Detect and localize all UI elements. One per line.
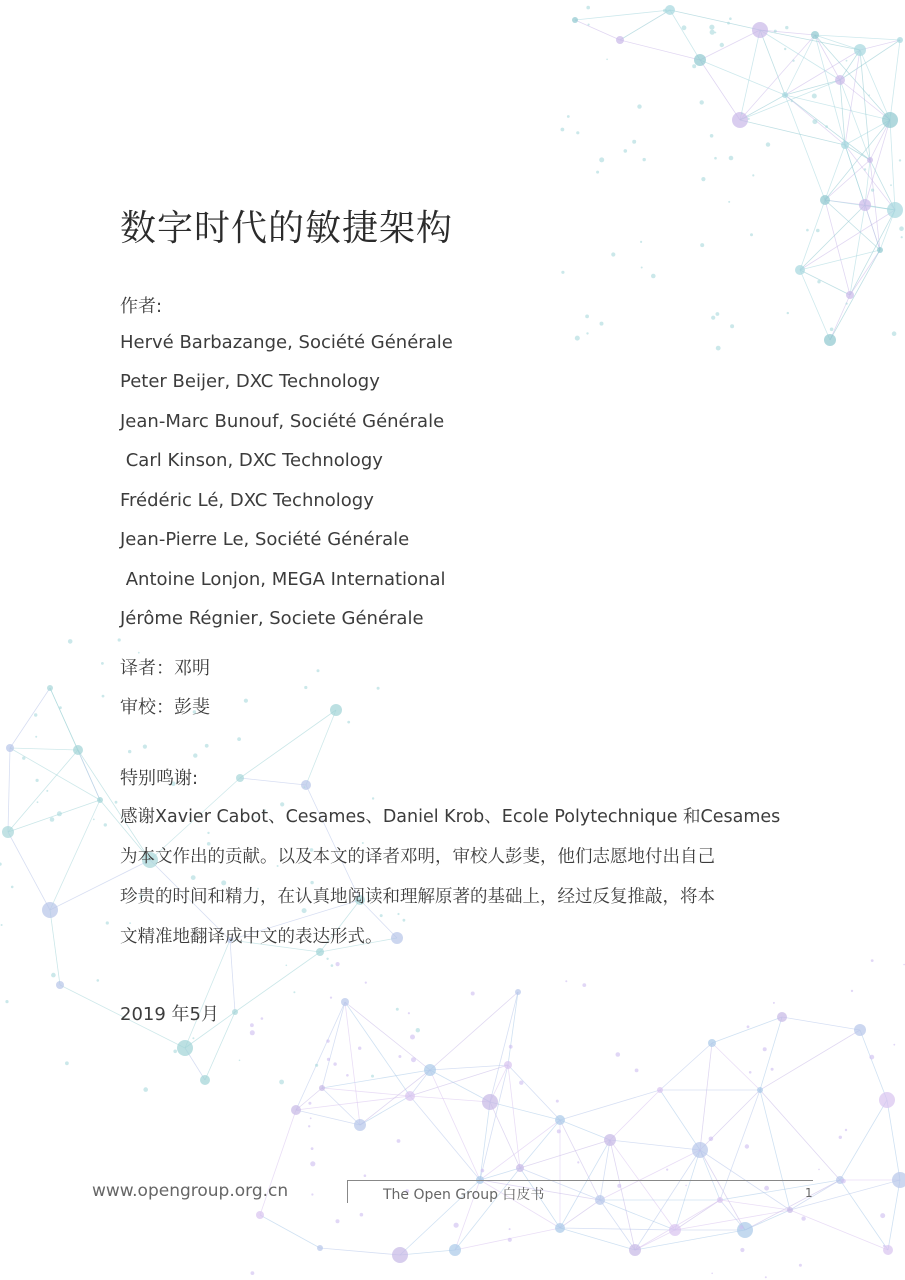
acknowledgements-label: 特别鸣谢: (120, 768, 199, 789)
acknowledgements-line: 珍贵的时间和精力，在认真地阅读和理解原著的基础上，经过反复推敲，将本 (120, 887, 715, 907)
author-line: Antoine Lonjon, MEGA International (120, 569, 446, 590)
document-title: 数字时代的敏捷架构 (120, 208, 454, 249)
acknowledgements-line: 文精准地翻译成中文的表达形式。 (120, 927, 383, 947)
acknowledgements-line: 感谢Xavier Cabot、Cesames、Daniel Krob、Ecole Polytechnique 和Cesames (120, 807, 781, 827)
acknowledgements-line: 为本文作出的贡献。以及本文的译者邓明，审校人彭斐，他们志愿地付出自己 (120, 847, 715, 867)
author-line: Jérôme Régnier, Societe Générale (120, 608, 424, 629)
author-line: Peter Beijer, DXC Technology (120, 371, 380, 392)
footer-website-link[interactable]: www.opengroup.org.cn (92, 1181, 289, 1201)
publication-date: 2019 年5月 (120, 1004, 219, 1025)
author-line: Carl Kinson, DXC Technology (120, 450, 383, 471)
author-line: Jean-Pierre Le, Société Générale (120, 529, 410, 550)
author-line: Hervé Barbazange, Société Générale (120, 332, 453, 353)
translator-line: 译者：邓明 (120, 658, 210, 679)
author-line: Frédéric Lé, DXC Technology (120, 490, 374, 511)
page-number: 1 (805, 1186, 813, 1200)
reviewer-line: 审校：彭斐 (120, 697, 210, 718)
footer-brand-label: The Open Group 白皮书 (383, 1187, 545, 1203)
author-line: Jean-Marc Bunouf, Société Générale (120, 411, 445, 432)
authors-label: 作者: (120, 296, 163, 317)
